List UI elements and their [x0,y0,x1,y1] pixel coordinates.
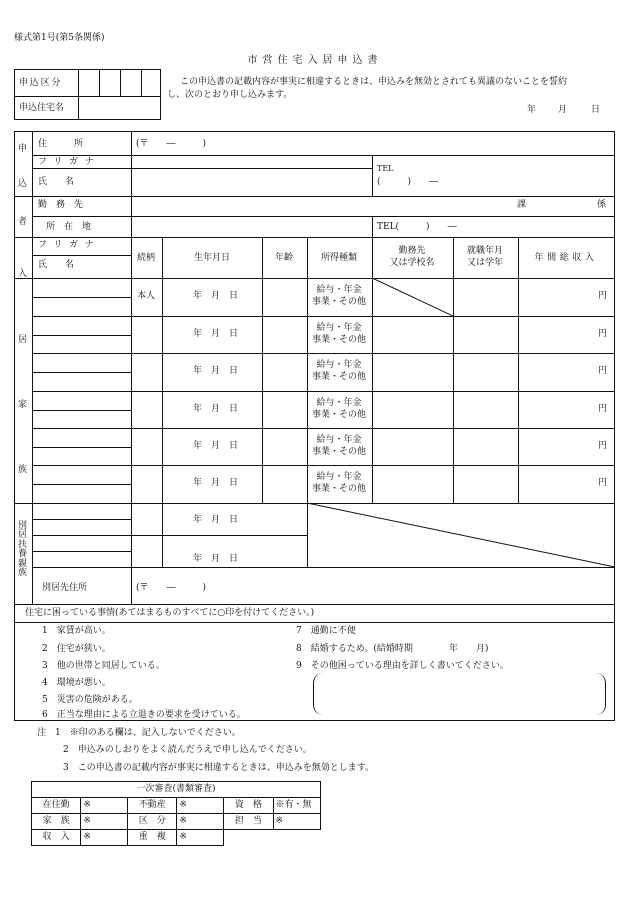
income-type-2[interactable]: 事業・その他 [311,410,367,420]
kubun-label: 申込区分 [19,78,63,88]
col-year-2: 又は学年 [466,258,504,268]
review-cell[interactable]: ※ [273,814,320,830]
income-type-1[interactable]: 給与・年金 [316,323,362,333]
review-label: 家 族 [32,814,81,830]
yen-unit: 円 [598,404,608,414]
income-type-2[interactable]: 事業・その他 [311,447,367,457]
note-2: 2 申込みのしおりをよく読んだうえで申し込んでください。 [63,745,312,755]
birth-date[interactable]: 年 月 日 [193,366,239,376]
furigana-label: フリガナ [38,157,101,167]
address-value[interactable]: (〒 ― ) [136,139,207,149]
applicant-side-3: 者 [18,217,28,227]
col-birth: 生年月日 [193,253,231,263]
review-label: 重 複 [128,830,177,846]
birth-date[interactable]: 年 月 日 [193,291,239,301]
income-type-2[interactable]: 事業・その他 [311,335,367,345]
review-label: 収 入 [32,830,81,846]
self-label: 本人 [136,291,156,301]
col-year-1: 就職年月 [466,246,504,256]
separate-address-label: 別居先住所 [42,583,88,593]
birth-date[interactable]: 年 月 日 [193,478,239,488]
form-number: 様式第1号(第5条関係) [14,33,105,43]
household-side-1: 入 [18,269,28,279]
col-age: 年齢 [274,253,294,263]
col-name: 氏 名 [38,260,75,270]
review-label: 担 当 [224,814,273,830]
date-day: 日 [591,105,601,115]
household-side-2: 居 [18,335,28,345]
yen-unit: 円 [598,478,608,488]
review-label: 資 格 [224,798,273,814]
yen-unit: 円 [598,441,608,451]
date-month: 月 [558,105,568,115]
self-work-diagonal [372,278,453,316]
review-label: 在住勤 [32,798,81,814]
income-type-2[interactable]: 事業・その他 [311,372,367,382]
form-title: 市営住宅入居申込書 [247,55,383,66]
separate-address-value[interactable]: (〒 ― ) [136,583,207,593]
birth-date[interactable]: 年 月 日 [193,329,239,339]
declaration-line2: し、次のとおり申し込みます。 [167,90,293,100]
jutaku-label: 申込住宅名 [19,103,65,113]
col-work-2: 又は学校名 [389,258,435,268]
review-cell[interactable]: ※ [81,830,128,846]
tel-value[interactable]: ( ) ― [377,177,439,187]
income-type-1[interactable]: 給与・年金 [316,360,362,370]
note-1: 注 1 ※印のある欄は、記入しないでください。 [37,728,241,738]
birth-date[interactable]: 年 月 日 [193,404,239,414]
name-label: 氏 名 [38,177,75,187]
review-cell[interactable]: ※有・無 [273,798,320,814]
reason-9[interactable]: 9 その他困っている理由を詳しく書いてください。 [296,661,509,671]
col-work-1: 勤務先 [398,246,426,256]
reason-2[interactable]: 2 住宅が狭い。 [42,644,111,654]
income-type-1[interactable]: 給与・年金 [316,398,362,408]
income-type-1[interactable]: 給与・年金 [316,285,362,295]
separate-side: 別 居 扶 養 親 族 [18,521,28,579]
reason-7[interactable]: 7 通勤に不便 [296,626,356,636]
separate-diagonal [307,503,615,567]
yen-unit: 円 [598,329,608,339]
col-furigana: フリガナ [38,240,101,250]
location-label: 所 在 地 [46,222,92,232]
separate-date-1[interactable]: 年 月 日 [193,515,239,525]
reasons-heading: 住宅に困っている事情(あてはまるものすべてに○印を付けてください。) [25,608,315,618]
review-label: 区 分 [128,814,177,830]
declaration-line1: この申込書の記載内容が事実に相違するときは、申込みを無効とされても異議のないことを誓約 [180,77,568,87]
tel2-value[interactable]: TEL( ) ― [377,222,457,232]
review-cell[interactable]: ※ [177,814,224,830]
col-income: 年間総収入 [534,253,598,263]
dept-ka: 課 [517,200,527,210]
review-cell[interactable]: ※ [81,798,128,814]
review-empty [273,830,320,846]
date-year: 年 [527,105,537,115]
reason-9-textarea[interactable] [313,673,606,715]
reason-8[interactable]: 8 結婚するため。(結婚時期 年 月) [296,644,489,654]
review-table [31,781,321,846]
income-type-1[interactable]: 給与・年金 [316,435,362,445]
review-cell[interactable]: ※ [81,814,128,830]
birth-date[interactable]: 年 月 日 [193,441,239,451]
note-3: 3 この申込書の記載内容が事実に相違するときは、申込みを無効とします。 [63,763,375,773]
reason-3[interactable]: 3 他の世帯と同居している。 [42,661,165,671]
reason-1[interactable]: 1 家賃が高い。 [42,626,111,636]
applicant-side-1: 申 [18,144,28,154]
review-empty [224,830,273,846]
col-relation: 続柄 [136,253,156,263]
income-type-1[interactable]: 給与・年金 [316,472,362,482]
tel-label: TEL [377,164,394,173]
yen-unit: 円 [598,366,608,376]
reason-6[interactable]: 6 正当な理由による立退きの要求を受けている。 [42,710,246,720]
household-side-4: 族 [18,465,28,475]
address-label: 住 所 [38,139,84,149]
income-type-2[interactable]: 事業・その他 [311,484,367,494]
review-label: 不動産 [128,798,177,814]
review-cell[interactable]: ※ [177,798,224,814]
income-type-2[interactable]: 事業・その他 [311,297,367,307]
yen-unit: 円 [598,291,608,301]
review-cell[interactable]: ※ [177,830,224,846]
review-title: 一次審査(書類審査) [32,782,321,798]
reason-5[interactable]: 5 災害の危険がある。 [42,695,138,705]
separate-date-2[interactable]: 年 月 日 [193,554,239,564]
household-side-3: 家 [18,400,28,410]
col-income-type: 所得種類 [320,253,358,263]
workplace-label: 勤 務 先 [38,200,84,210]
applicant-side-2: 込 [18,179,28,189]
reason-4[interactable]: 4 環境が悪い。 [42,678,111,688]
dept-kakari: 係 [597,200,607,210]
